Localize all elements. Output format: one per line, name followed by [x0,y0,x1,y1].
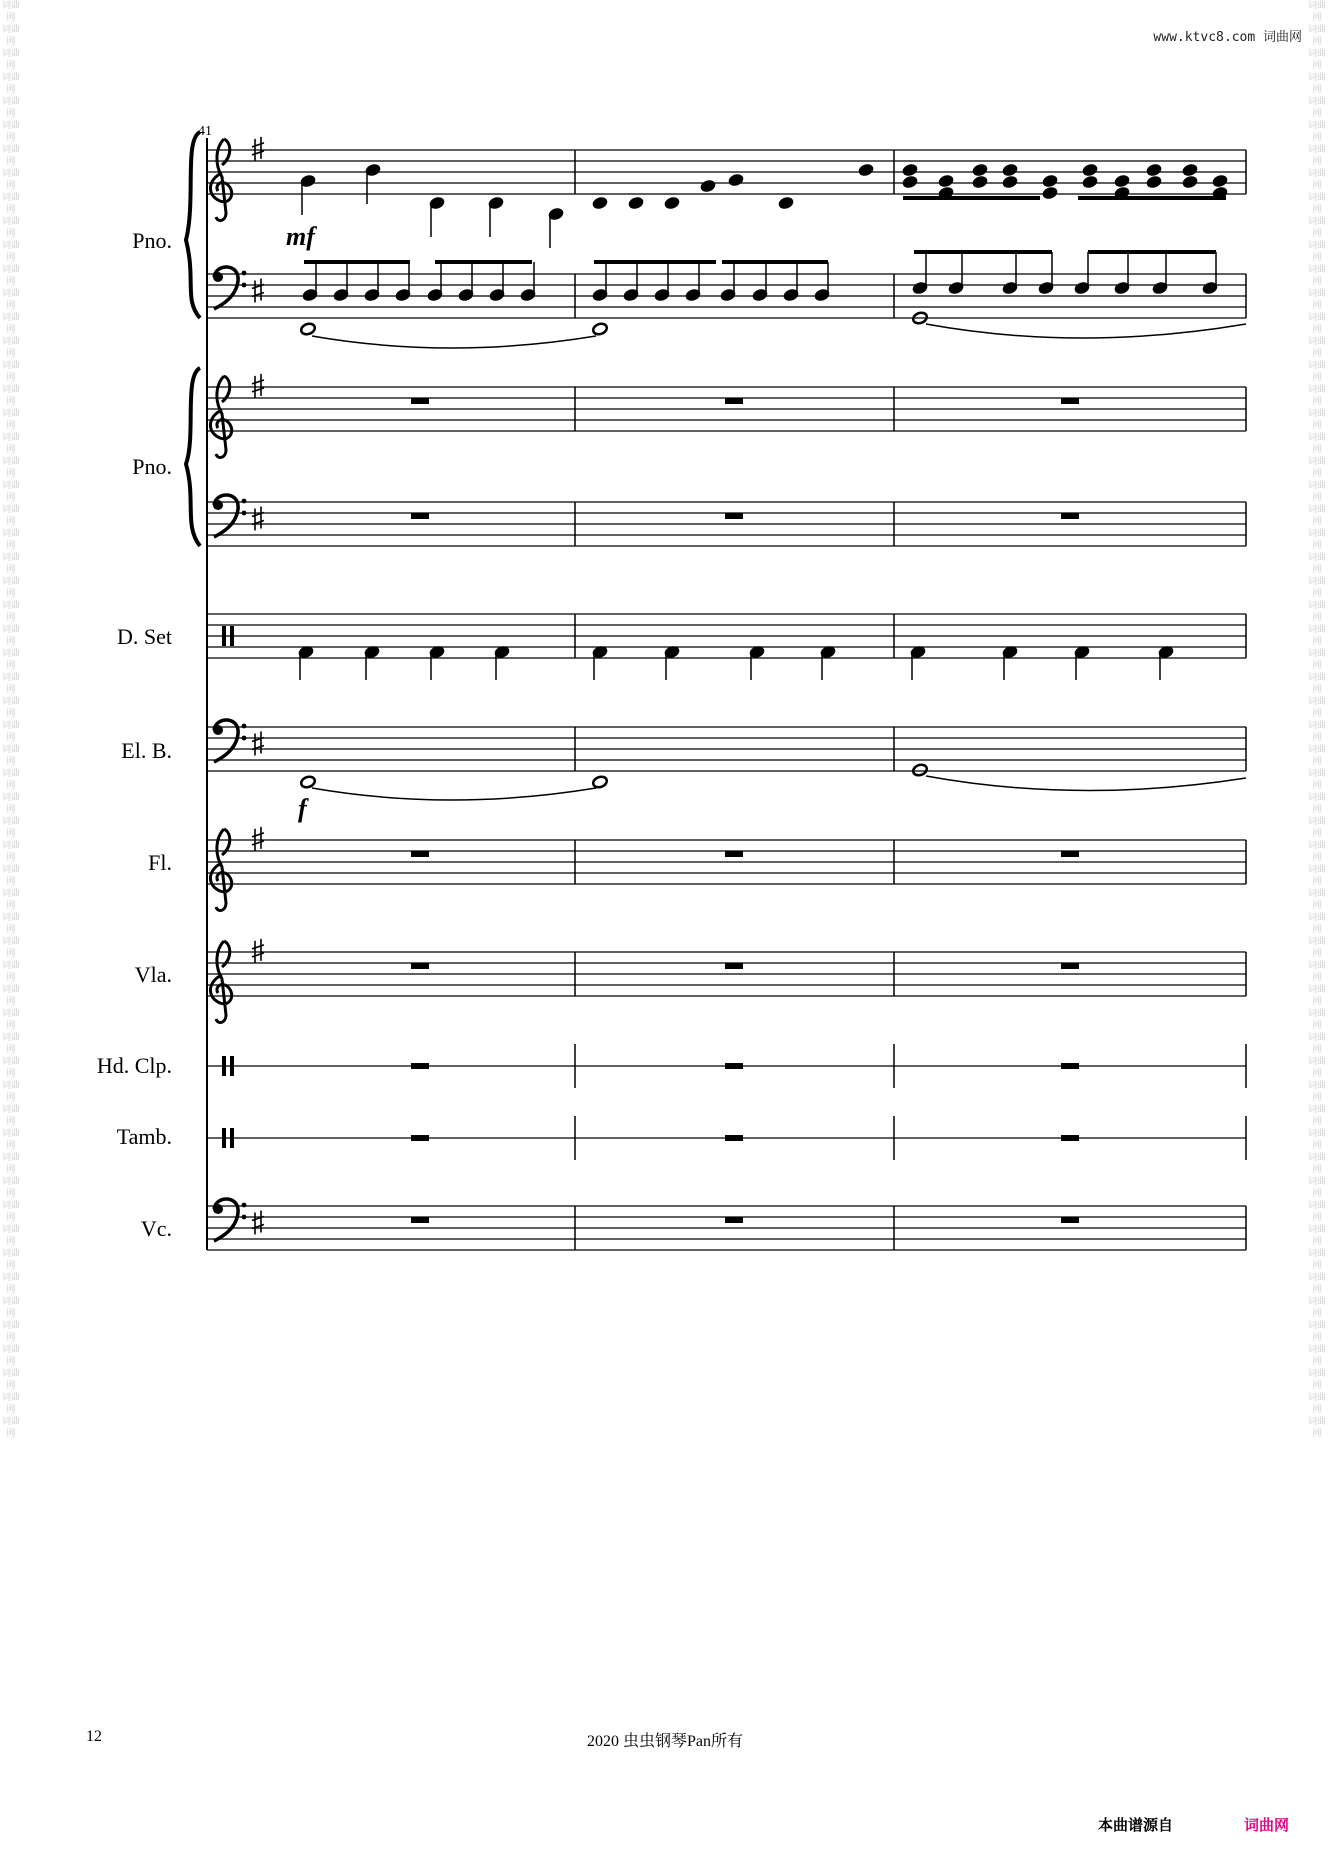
piano1-chord-note [938,174,955,188]
bass-whole-note [592,775,609,789]
tie [926,324,1246,338]
piano2-treble-treble-clef [210,376,231,457]
brand-logo-text: 词曲网 [1244,1816,1290,1834]
handclap-whole-rest [725,1063,743,1069]
piano2-bass-whole-rest [725,513,743,519]
staff-label-handclap: Hd. Clp. [96,1053,172,1078]
cello-whole-rest [1061,1217,1079,1223]
cello-key-sharp [252,1211,264,1235]
piano2-treble-whole-rest [1061,398,1079,404]
tambourine-whole-rest [725,1135,743,1141]
viola-whole-rest [725,963,743,969]
measure-number: 41 [198,124,212,139]
piano1-bass-key-sharp [252,279,264,303]
handclap-whole-rest [1061,1063,1079,1069]
tambourine-whole-rest [1061,1135,1079,1141]
tie [312,788,596,800]
piano1-chord-note [1114,174,1131,188]
viola-whole-rest [1061,963,1079,969]
piano2-treble-key-sharp [252,374,264,398]
right-watermark-strip: 词曲网 词曲网 词曲网 词曲网 词曲网 词曲网 词曲网 词曲网 词曲网 词曲网 词曲网 词曲网 词曲网 词曲网 词曲网 词曲网 词曲网 词曲网 词曲网 词曲网 词曲网 词曲网 词曲网 词曲网 词曲网 词曲网 词曲网 词曲网 词曲网 词曲网 词曲网 词曲网 词曲网 词曲网 词曲网 词曲网 词曲网 词曲网 词曲网 词曲网 词曲网 词曲网 词曲网 词曲网 词曲网 词曲网 词曲网 词曲网 词曲网 词曲网 词曲网 词曲网 词曲网 词曲网 词曲网 词曲网 词曲网 词曲网 词曲网 词曲网 [1308,1,1326,1439]
piano1-chord-note [1146,163,1163,177]
staff-label-piano2: Pno. [132,454,172,479]
piano1-chord-note [1042,186,1059,200]
tambourine-whole-rest [411,1135,429,1141]
piano2-treble-whole-rest [725,398,743,404]
page-number: 12 [86,1728,102,1745]
piano1-note [592,196,609,210]
flute-whole-rest [411,851,429,857]
piano1-chord-note [1182,175,1199,189]
bass-whole-note [912,763,929,777]
piano2-treble-whole-rest [411,398,429,404]
left-watermark-strip: 词曲网 词曲网 词曲网 词曲网 词曲网 词曲网 词曲网 词曲网 词曲网 词曲网 词曲网 词曲网 词曲网 词曲网 词曲网 词曲网 词曲网 词曲网 词曲网 词曲网 词曲网 词曲网 词曲网 词曲网 词曲网 词曲网 词曲网 词曲网 词曲网 词曲网 词曲网 词曲网 词曲网 词曲网 词曲网 词曲网 词曲网 词曲网 词曲网 词曲网 词曲网 词曲网 词曲网 词曲网 词曲网 词曲网 词曲网 词曲网 词曲网 词曲网 词曲网 词曲网 词曲网 词曲网 词曲网 词曲网 词曲网 词曲网 词曲网 词曲网 [2,1,20,1439]
flute-whole-rest [725,851,743,857]
staff-label-drums: D. Set [117,624,172,649]
staff-label-viola: Vla. [134,962,172,987]
piano1-chord-note [1002,163,1019,177]
staff-label-cello: Vc. [140,1216,172,1241]
piano1-chord-note [1212,174,1229,188]
piano1-whole-note [300,322,317,336]
top-watermark: www.ktvc8.com 词曲网 [1153,30,1302,45]
piano1-treble-treble-clef [210,139,231,220]
piano1-chord-note [1082,163,1099,177]
piano1-note [700,179,717,193]
cello-whole-rest [725,1217,743,1223]
piano2-bass-bass-clef [213,495,246,537]
staff-label-flute: Fl. [148,850,172,875]
staff-label-bass: El. B. [121,738,172,763]
piano1-chord-note [972,163,989,177]
bass-whole-note [300,775,317,789]
piano1-chord-note [902,163,919,177]
dynamic-f: f [298,794,307,823]
cello-bass-clef [213,1199,246,1241]
piano1-note [664,196,681,210]
viola-whole-rest [411,963,429,969]
cello-whole-rest [411,1217,429,1223]
brace-piano2 [186,368,200,546]
piano1-whole-note [592,322,609,336]
copyright-text: 2020 虫虫钢琴Pan所有 [586,1733,743,1750]
source-label: 本曲谱源自 [1098,1816,1174,1834]
piano1-treble-key-sharp [252,137,264,161]
piano1-chord-note [1042,174,1059,188]
piano2-bass-whole-rest [1061,513,1079,519]
bass-bass-clef [213,720,246,762]
tie [312,336,596,348]
viola-treble-clef [210,941,231,1022]
piano1-note [728,173,745,187]
piano1-chord-note [1082,175,1099,189]
piano1-bass-bass-clef [213,267,246,309]
dynamic-mf: mf [286,222,315,251]
staff-label-piano1: Pno. [132,228,172,253]
piano1-chord-note [1002,175,1019,189]
piano2-bass-key-sharp [252,507,264,531]
piano1-note [858,163,875,177]
piano1-chord-note [972,175,989,189]
piano1-chord-note [902,175,919,189]
viola-key-sharp [252,939,264,963]
brace-piano1 [186,132,200,318]
piano1-note [628,196,645,210]
piano1-chord-note [1182,163,1199,177]
flute-key-sharp [252,827,264,851]
piano1-note [778,196,795,210]
flute-whole-rest [1061,851,1079,857]
flute-treble-clef [210,829,231,910]
bass-key-sharp [252,732,264,756]
handclap-whole-rest [411,1063,429,1069]
piano2-bass-whole-rest [411,513,429,519]
piano1-chord-note [1146,175,1163,189]
tie [926,776,1246,791]
staff-label-tambourine: Tamb. [116,1124,172,1149]
